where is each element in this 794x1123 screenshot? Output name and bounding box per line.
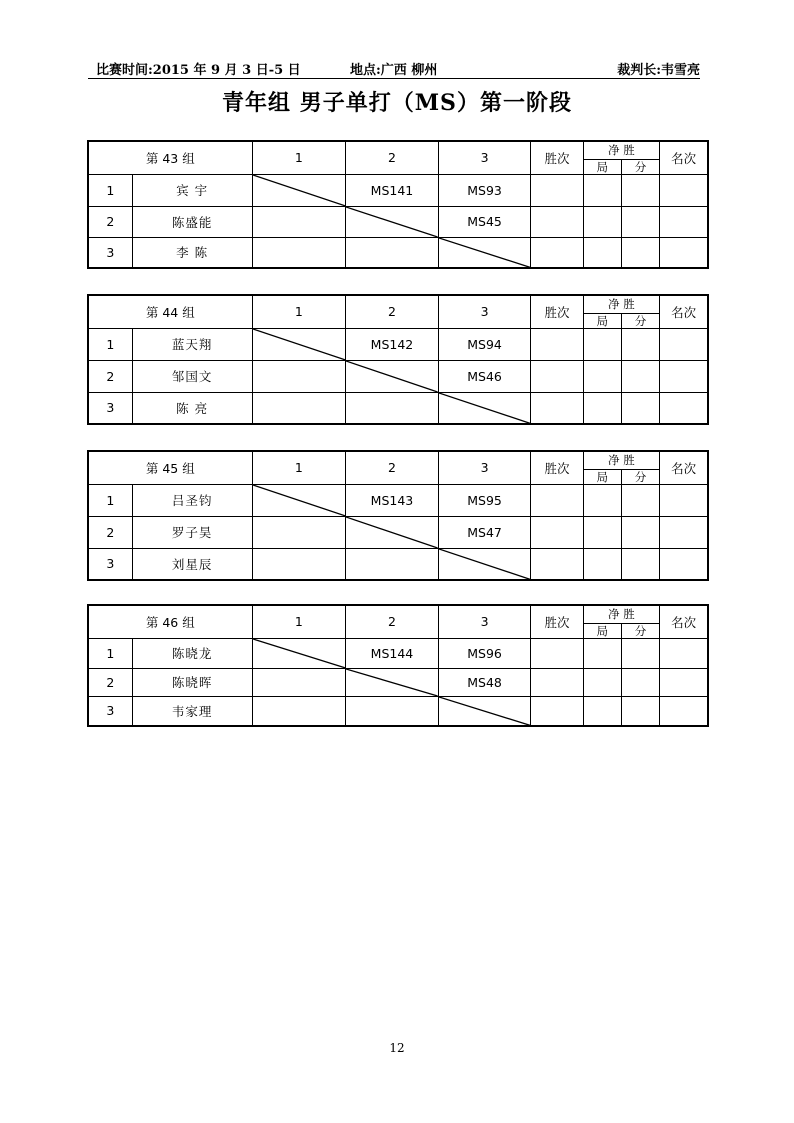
chief-referee: 裁判长:韦雪亮	[617, 63, 700, 78]
player-number: 1	[88, 484, 132, 516]
player-name: 陈盛能	[132, 206, 252, 237]
column-header-wins: 胜次	[531, 451, 583, 484]
match-cell	[252, 392, 346, 424]
player-name: 陈 亮	[132, 392, 252, 424]
column-header-net: 净 胜	[583, 605, 659, 623]
net-games-cell	[583, 516, 621, 548]
net-points-cell	[621, 696, 659, 726]
group-table	[87, 294, 709, 425]
player-row	[88, 516, 708, 548]
player-number: 2	[88, 516, 132, 548]
net-points-cell	[621, 328, 659, 360]
self-match-cell	[438, 696, 531, 726]
net-games-cell	[583, 696, 621, 726]
column-header-1: 1	[252, 605, 346, 638]
match-code: MS143	[346, 484, 439, 516]
wins-cell	[531, 174, 583, 206]
player-number: 1	[88, 174, 132, 206]
rank-cell	[660, 392, 708, 424]
column-header-rank: 名次	[660, 605, 708, 638]
player-number: 2	[88, 206, 132, 237]
player-row	[88, 484, 708, 516]
wins-cell	[531, 328, 583, 360]
page-title: 青年组 男子单打（MS）第一阶段	[222, 90, 572, 116]
rank-cell	[660, 638, 708, 668]
player-name: 宾 宇	[132, 174, 252, 206]
match-cell	[252, 548, 346, 580]
player-row	[88, 638, 708, 668]
player-row	[88, 360, 708, 392]
player-name: 刘星辰	[132, 548, 252, 580]
column-header-points: 分	[621, 159, 659, 174]
player-number: 3	[88, 237, 132, 268]
wins-cell	[531, 206, 583, 237]
player-number: 2	[88, 668, 132, 696]
match-code: MS141	[346, 174, 439, 206]
column-header-3: 3	[438, 605, 531, 638]
player-number: 3	[88, 696, 132, 726]
column-header-3: 3	[438, 141, 531, 174]
rank-cell	[660, 484, 708, 516]
net-points-cell	[621, 638, 659, 668]
player-name: 邹国文	[132, 360, 252, 392]
column-header-1: 1	[252, 141, 346, 174]
match-cell	[346, 237, 439, 268]
net-games-cell	[583, 237, 621, 268]
player-row	[88, 548, 708, 580]
column-header-rank: 名次	[660, 451, 708, 484]
wins-cell	[531, 638, 583, 668]
self-match-cell	[346, 668, 439, 696]
column-header-2: 2	[346, 141, 439, 174]
player-row	[88, 696, 708, 726]
rank-cell	[660, 516, 708, 548]
column-header-net: 净 胜	[583, 141, 659, 159]
player-name: 李 陈	[132, 237, 252, 268]
self-match-cell	[438, 548, 531, 580]
match-code: MS46	[438, 360, 531, 392]
column-header-games: 局	[583, 469, 621, 484]
column-header-points: 分	[621, 469, 659, 484]
wins-cell	[531, 392, 583, 424]
match-code: MS45	[438, 206, 531, 237]
group-table	[87, 450, 709, 581]
rank-cell	[660, 548, 708, 580]
player-name: 陈晓晖	[132, 668, 252, 696]
rank-cell	[660, 174, 708, 206]
self-match-cell	[252, 328, 346, 360]
group-name: 第 45 组	[88, 451, 252, 484]
column-header-1: 1	[252, 451, 346, 484]
rank-cell	[660, 237, 708, 268]
player-number: 2	[88, 360, 132, 392]
column-header-2: 2	[346, 295, 439, 328]
self-match-cell	[252, 484, 346, 516]
net-games-cell	[583, 638, 621, 668]
player-number: 1	[88, 328, 132, 360]
match-cell	[252, 668, 346, 696]
column-header-2: 2	[346, 451, 439, 484]
player-number: 1	[88, 638, 132, 668]
rank-cell	[660, 328, 708, 360]
match-code: MS48	[438, 668, 531, 696]
match-code: MS142	[346, 328, 439, 360]
match-code: MS95	[438, 484, 531, 516]
group-name: 第 43 组	[88, 141, 252, 174]
net-points-cell	[621, 237, 659, 268]
column-header-net: 净 胜	[583, 295, 659, 313]
match-cell	[346, 548, 439, 580]
column-header-wins: 胜次	[531, 141, 583, 174]
match-location: 地点:广西 柳州	[350, 63, 438, 78]
match-code: MS93	[438, 174, 531, 206]
player-row	[88, 174, 708, 206]
rank-cell	[660, 696, 708, 726]
column-header-1: 1	[252, 295, 346, 328]
player-name: 韦家理	[132, 696, 252, 726]
wins-cell	[531, 360, 583, 392]
player-row	[88, 668, 708, 696]
column-header-points: 分	[621, 313, 659, 328]
net-games-cell	[583, 392, 621, 424]
column-header-2: 2	[346, 605, 439, 638]
wins-cell	[531, 237, 583, 268]
player-number: 3	[88, 548, 132, 580]
wins-cell	[531, 696, 583, 726]
player-name: 陈晓龙	[132, 638, 252, 668]
net-points-cell	[621, 392, 659, 424]
rank-cell	[660, 206, 708, 237]
column-header-wins: 胜次	[531, 605, 583, 638]
net-games-cell	[583, 668, 621, 696]
net-points-cell	[621, 174, 659, 206]
net-games-cell	[583, 328, 621, 360]
self-match-cell	[346, 360, 439, 392]
match-cell	[346, 696, 439, 726]
player-name: 罗子昊	[132, 516, 252, 548]
page-number: 12	[389, 1041, 405, 1055]
match-code: MS96	[438, 638, 531, 668]
player-row	[88, 206, 708, 237]
net-games-cell	[583, 360, 621, 392]
self-match-cell	[438, 237, 531, 268]
net-games-cell	[583, 484, 621, 516]
match-cell	[252, 237, 346, 268]
wins-cell	[531, 484, 583, 516]
group-name: 第 46 组	[88, 605, 252, 638]
rank-cell	[660, 668, 708, 696]
group-name: 第 44 组	[88, 295, 252, 328]
net-points-cell	[621, 516, 659, 548]
self-match-cell	[252, 174, 346, 206]
match-cell	[252, 206, 346, 237]
match-date: 比赛时间:2015 年 9 月 3 日-5 日	[96, 63, 301, 78]
match-code: MS47	[438, 516, 531, 548]
net-points-cell	[621, 360, 659, 392]
wins-cell	[531, 548, 583, 580]
net-points-cell	[621, 206, 659, 237]
net-games-cell	[583, 206, 621, 237]
player-row	[88, 392, 708, 424]
group-table	[87, 604, 709, 727]
match-cell	[346, 392, 439, 424]
page-header	[88, 56, 700, 78]
match-code: MS144	[346, 638, 439, 668]
column-header-net: 净 胜	[583, 451, 659, 469]
self-match-cell	[252, 638, 346, 668]
column-header-games: 局	[583, 159, 621, 174]
player-number: 3	[88, 392, 132, 424]
column-header-games: 局	[583, 623, 621, 638]
header-divider	[88, 78, 700, 79]
self-match-cell	[346, 516, 439, 548]
net-points-cell	[621, 484, 659, 516]
self-match-cell	[346, 206, 439, 237]
column-header-wins: 胜次	[531, 295, 583, 328]
rank-cell	[660, 360, 708, 392]
self-match-cell	[438, 392, 531, 424]
match-cell	[252, 696, 346, 726]
column-header-rank: 名次	[660, 141, 708, 174]
column-header-3: 3	[438, 451, 531, 484]
column-header-points: 分	[621, 623, 659, 638]
net-points-cell	[621, 668, 659, 696]
player-name: 吕圣钧	[132, 484, 252, 516]
wins-cell	[531, 516, 583, 548]
match-code: MS94	[438, 328, 531, 360]
match-cell	[252, 516, 346, 548]
column-header-rank: 名次	[660, 295, 708, 328]
net-points-cell	[621, 548, 659, 580]
group-table	[87, 140, 709, 269]
wins-cell	[531, 668, 583, 696]
match-cell	[252, 360, 346, 392]
net-games-cell	[583, 174, 621, 206]
player-row	[88, 237, 708, 268]
column-header-games: 局	[583, 313, 621, 328]
player-name: 蓝天翔	[132, 328, 252, 360]
net-games-cell	[583, 548, 621, 580]
player-row	[88, 328, 708, 360]
column-header-3: 3	[438, 295, 531, 328]
